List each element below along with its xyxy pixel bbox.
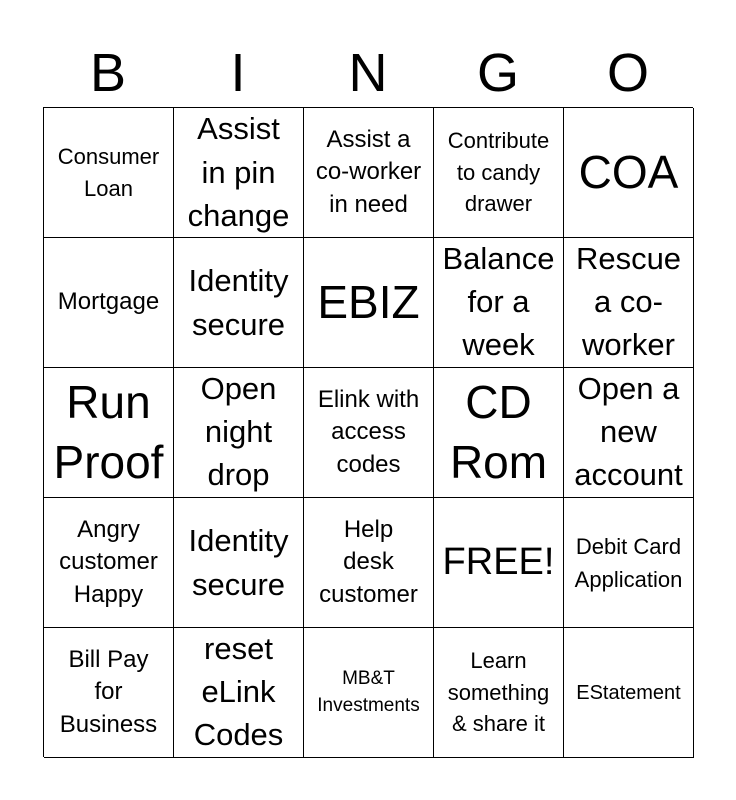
cell-label: Run Proof	[53, 375, 164, 488]
bingo-cell-r5-c2[interactable]	[174, 628, 304, 758]
cell-label: FREE!	[442, 541, 555, 584]
bingo-cell-r5-c5[interactable]	[564, 628, 694, 758]
bingo-cell-r1-c5[interactable]	[564, 108, 694, 238]
cell-label: Contribute to candy drawer	[447, 127, 550, 217]
bingo-cell-r3-c1[interactable]	[44, 368, 174, 498]
bingo-cell-r1-c1[interactable]	[44, 108, 174, 238]
cell-label: Identity secure	[188, 523, 289, 602]
cell-label: Consumer Loan	[57, 143, 160, 201]
bingo-cell-r5-c3[interactable]	[304, 628, 434, 758]
header-letter-i: I	[230, 43, 246, 103]
cell-label: Debit Card Application	[574, 533, 683, 592]
cell-label: EBIZ	[317, 275, 420, 328]
bingo-cell-r4-c2[interactable]	[174, 498, 304, 628]
bingo-cell-r4-c3[interactable]	[304, 498, 434, 628]
bingo-cell-r2-c3[interactable]	[304, 238, 434, 368]
header-letter-g: G	[476, 43, 519, 103]
cell-label: Assist in pin change	[187, 111, 290, 234]
cell-label: reset eLink Codes	[193, 631, 284, 752]
bingo-cell-r5-c4[interactable]	[434, 628, 564, 758]
bingo-cell-r2-c2[interactable]	[174, 238, 304, 368]
cell-label: Angry customer Happy	[59, 515, 158, 608]
bingo-cell-r3-c2[interactable]	[174, 368, 304, 498]
bingo-cell-r5-c1[interactable]	[44, 628, 174, 758]
cell-label: Mortgage	[57, 288, 160, 316]
cell-label: Open a new account	[574, 371, 683, 492]
header-letter-n: N	[348, 43, 388, 103]
cell-label: Help desk customer	[319, 515, 418, 608]
bingo-cell-r1-c2[interactable]	[174, 108, 304, 238]
bingo-cell-r2-c5[interactable]	[564, 238, 694, 368]
bingo-cell-r3-c5[interactable]	[564, 368, 694, 498]
cell-label: EStatement	[576, 681, 681, 704]
bingo-header	[43, 40, 693, 106]
bingo-cell-r1-c3[interactable]	[304, 108, 434, 238]
bingo-board	[43, 107, 693, 757]
cell-label: CD Rom	[449, 375, 548, 488]
cell-label: Elink with access codes	[317, 385, 420, 478]
cell-label: Open night drop	[200, 371, 277, 492]
bingo-cell-r2-c4[interactable]	[434, 238, 564, 368]
bingo-cell-r3-c3[interactable]	[304, 368, 434, 498]
bingo-cell-r4-c4[interactable]	[434, 498, 564, 628]
header-letter-b: B	[89, 43, 127, 103]
cell-label: Balance for a week	[442, 241, 555, 362]
cell-label: Identity secure	[188, 263, 289, 342]
bingo-cell-r4-c1[interactable]	[44, 498, 174, 628]
cell-label: COA	[578, 145, 679, 198]
bingo-cell-r1-c4[interactable]	[434, 108, 564, 238]
bingo-cell-r3-c4[interactable]	[434, 368, 564, 498]
cell-label: Bill Pay for Business	[59, 645, 158, 738]
cell-label: Assist a co-worker in need	[315, 125, 422, 218]
cell-label: MB&T Investments	[317, 667, 420, 716]
cell-label: Learn something & share it	[447, 647, 550, 737]
bingo-cell-r4-c5[interactable]	[564, 498, 694, 628]
header-letter-o: O	[606, 43, 649, 103]
cell-label: Rescue a co- worker	[575, 241, 682, 362]
bingo-cell-r2-c1[interactable]	[44, 238, 174, 368]
